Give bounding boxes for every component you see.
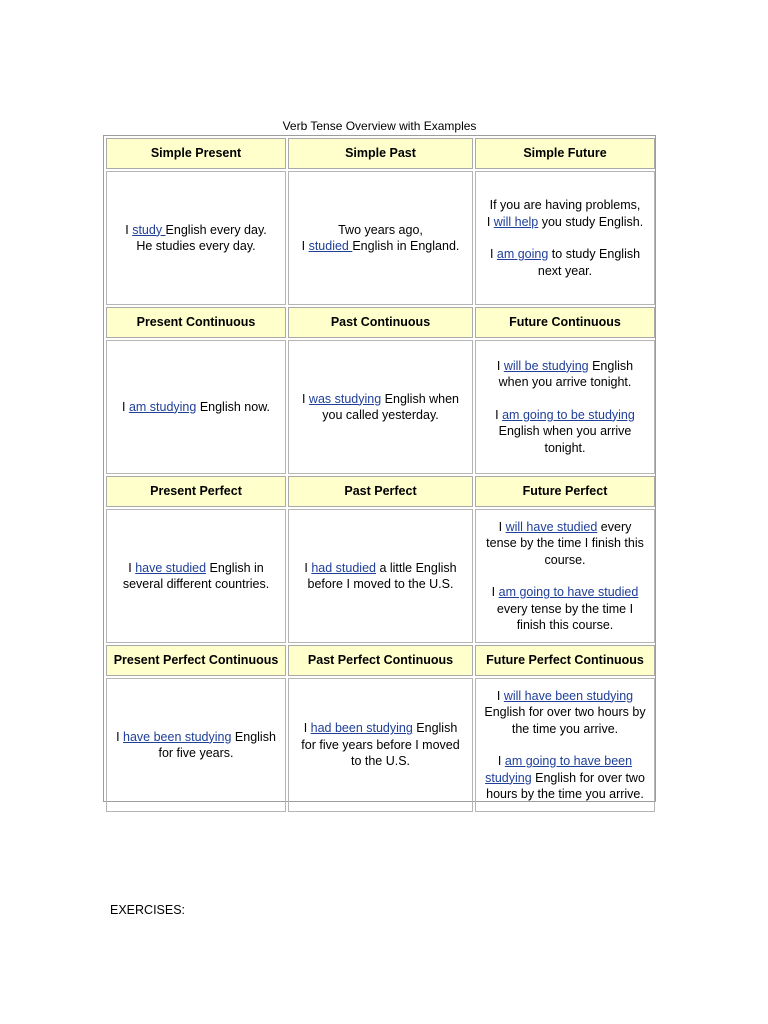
header-simple-past: Simple Past — [288, 138, 473, 169]
sentence-text: English for over two hours by the time you arrive. — [484, 705, 646, 736]
verb-link[interactable]: will have been studying — [503, 688, 634, 703]
exercises-heading: EXERCISES: — [110, 903, 186, 917]
verb-link[interactable]: had been studying — [310, 721, 413, 736]
verb-link[interactable]: have been studying — [123, 729, 232, 744]
sentence-text: I — [301, 239, 309, 253]
example-sentence — [482, 519, 648, 569]
example-cell-past-continuous — [288, 340, 473, 474]
sentence-text: English in England. — [352, 239, 460, 253]
example-sentence — [482, 584, 648, 634]
verb-link[interactable]: am studying — [128, 399, 197, 414]
sentence-text: I — [496, 358, 504, 373]
example-cell-simple-future — [475, 171, 655, 305]
sentence-text: every tense by the time I finish this course. — [486, 519, 644, 567]
sentence-text: I — [301, 391, 309, 406]
sentence-text: to study English next year. — [537, 247, 641, 278]
example-sentence — [482, 246, 648, 279]
example-cell-past-perfect-continuous — [288, 678, 473, 812]
example-sentence — [295, 720, 466, 770]
example-sentence — [113, 560, 279, 593]
verb-link[interactable]: had studied — [311, 560, 376, 575]
example-sentence — [295, 391, 466, 424]
sentence-text: you study English. — [538, 214, 644, 229]
sentence-text: I — [128, 560, 136, 575]
table-caption: Verb Tense Overview with Examples — [282, 119, 477, 133]
sentence-text: I — [304, 560, 312, 575]
sentence-text: I — [489, 247, 497, 261]
sentence-text: I — [497, 754, 505, 768]
example-cell-simple-present — [106, 171, 286, 305]
header-future-perfect-continuous: Future Perfect Continuous — [475, 645, 655, 676]
verb-link[interactable]: am going to have studied — [498, 585, 639, 599]
example-cell-present-continuous — [106, 340, 286, 474]
sentence-text: I — [303, 721, 311, 736]
example-sentence — [113, 729, 279, 762]
sentence-text: If you are having problems, — [489, 198, 641, 212]
header-past-continuous: Past Continuous — [288, 307, 473, 338]
example-cell-future-continuous — [475, 340, 655, 474]
verb-link[interactable]: will be studying — [503, 358, 589, 373]
verb-link[interactable]: study — [132, 222, 166, 237]
verb-link[interactable]: have studied — [135, 560, 207, 575]
verb-link[interactable]: am going to have been studying — [485, 754, 633, 785]
sentence-text: English every day. — [165, 222, 267, 237]
example-sentence — [295, 222, 466, 255]
verb-link[interactable]: am going — [496, 247, 549, 261]
sentence-text: a little English before I moved to the U.S. — [307, 560, 457, 591]
header-present-perfect: Present Perfect — [106, 476, 286, 507]
example-sentence — [482, 753, 648, 803]
header-simple-future: Simple Future — [475, 138, 655, 169]
header-simple-present: Simple Present — [106, 138, 286, 169]
sentence-text: English for five years. — [158, 729, 276, 760]
header-present-perfect-continuous: Present Perfect Continuous — [106, 645, 286, 676]
sentence-text: English for five years before I moved to the U.S. — [301, 721, 460, 769]
example-cell-future-perfect — [475, 509, 655, 643]
header-future-perfect: Future Perfect — [475, 476, 655, 507]
sentence-text: I — [498, 519, 506, 534]
sentence-text: Two years ago, — [338, 222, 423, 237]
sentence-text: English now. — [196, 399, 271, 414]
example-cell-simple-past — [288, 171, 473, 305]
verb-tense-table — [103, 135, 656, 802]
sentence-text: I — [495, 407, 503, 422]
sentence-text: I — [116, 729, 124, 744]
header-future-continuous: Future Continuous — [475, 307, 655, 338]
verb-link[interactable]: am going to be studying — [502, 407, 635, 422]
sentence-text: I — [491, 585, 499, 599]
example-cell-present-perfect-continuous — [106, 678, 286, 812]
sentence-text: I — [125, 222, 133, 237]
example-sentence — [482, 688, 648, 738]
example-cell-past-perfect — [288, 509, 473, 643]
example-cell-present-perfect — [106, 509, 286, 643]
example-sentence — [482, 358, 648, 391]
header-past-perfect: Past Perfect — [288, 476, 473, 507]
verb-link[interactable]: will have studied — [505, 519, 598, 534]
example-sentence — [482, 197, 648, 230]
example-sentence — [113, 222, 279, 255]
verb-link[interactable]: studied — [308, 239, 353, 253]
header-present-continuous: Present Continuous — [106, 307, 286, 338]
verb-link[interactable]: will help — [493, 214, 539, 229]
sentence-text: English when you arrive tonight. — [498, 358, 634, 390]
header-past-perfect-continuous: Past Perfect Continuous — [288, 645, 473, 676]
verb-link[interactable]: was studying — [308, 391, 382, 406]
sentence-text: I — [486, 214, 494, 229]
sentence-text: English in several different countries. — [122, 560, 270, 591]
example-sentence — [295, 560, 466, 593]
sentence-text: every tense by the time I finish this course. — [496, 601, 634, 632]
sentence-text: English when you called yesterday. — [322, 391, 460, 422]
sentence-text: I — [496, 688, 504, 703]
sentence-text: English when you arrive tonight. — [498, 424, 632, 455]
example-cell-future-perfect-continuous — [475, 678, 655, 812]
sentence-text: I — [121, 399, 129, 414]
sentence-text: English for over two hours by the time you arrive. — [486, 770, 645, 801]
example-sentence — [482, 407, 648, 457]
example-sentence — [113, 399, 279, 416]
sentence-text: He studies every day. — [136, 239, 256, 253]
